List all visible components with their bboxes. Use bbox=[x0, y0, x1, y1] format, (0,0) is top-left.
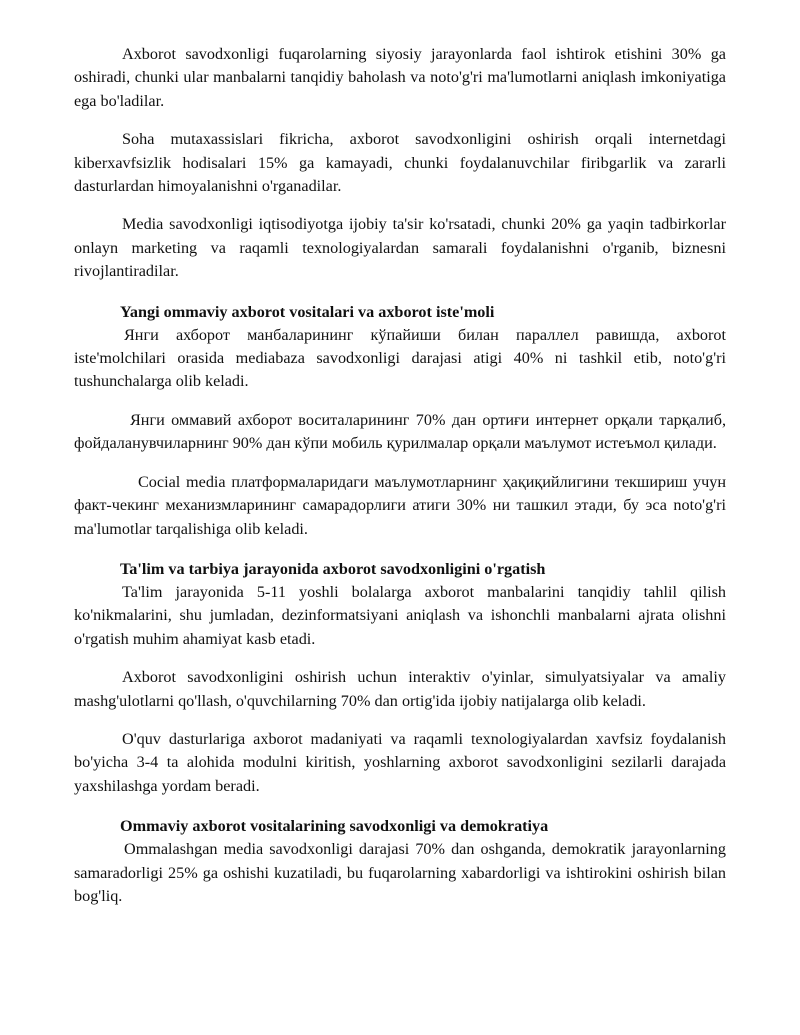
document-page bbox=[74, 43, 726, 923]
section-heading-democracy: Ommaviy axborot vositalarining savodxonligi va demokratiya bbox=[120, 817, 549, 836]
paragraph-economy: Media savodxonligi iqtisodiyotga ijobiy ta'sir ko'rsatadi, chunki 20% ga yaqin tadbirkorlar onlayn marketing va raqamli texnologiyalardan samarali foydalanishni o'rganib, biznesni rivojlantiradilar. bbox=[74, 215, 726, 281]
paragraph-media-literacy-level: Янги ахборот манбаларининг кўпайиши билан параллел равишда, axborot iste'molchilari orasida mediabaza savodxonligi darajasi atigi 40% ni tashkil etib, noto'g'ri tushunchalarga olib keladi. bbox=[74, 325, 726, 391]
paragraph-internet-distribution: Янги оммавий ахборот воситаларининг 70% дан ортиғи интернет орқали тарқалиб, фойдаланувчиларнинг 90% дан кўпи мобиль қурилмалар орқали маълумот истеъмол қилади. bbox=[74, 410, 726, 453]
paragraph-curriculum-modules: O'quv dasturlariga axborot madaniyati va raqamli texnologiyalardan xavfsiz foydalanish bo'yicha 3-4 ta alohida modulni kiritish, yoshlarning axborot savodxonligini sezilarli darajada yaxshilashga yordam beradi. bbox=[74, 729, 726, 795]
paragraph-fact-checking: Cocial media платформаларидаги маълумотларнинг ҳақиқийлигини текшириш учун факт-чекинг механизмларининг самарадорлиги атиги 30% ни ташкил этади, бу эса noto'g'ri ma'lumotlar tarqalishiga olib keladi. bbox=[74, 472, 726, 538]
paragraph-civic-participation: Axborot savodxonligi fuqarolarning siyosiy jarayonlarda faol ishtirok etishini 30% ga oshiradi, chunki ular manbalarni tanqidiy baholash va noto'g'ri ma'lumotlarni aniqlash imkoniyatiga ega bo'ladilar. bbox=[74, 45, 726, 110]
paragraph-cybersecurity: Soha mutaxassislari fikricha, axborot savodxonligini oshirish orqali internetdagi kiberxavfsizlik hodisalari 15% ga kamayadi, chunki foydalanuvchilar firibgarlik va zararli dasturlardan himoyalanishni o'rganadilar. bbox=[74, 130, 726, 196]
paragraph-critical-analysis: Ta'lim jarayonida 5-11 yoshli bolalarga axborot manbalarini tanqidiy tahlil qilish ko'nikmalarini, shu jumladan, dezinformatsiyani aniqlash va ishonchli manbalarni ajrata olishni o'rgatish muhim ahamiyat kasb etadi. bbox=[74, 582, 726, 648]
section-heading-new-media: Yangi ommaviy axborot vositalari va axborot iste'moli bbox=[120, 302, 495, 321]
paragraph-democratic-processes: Ommalashgan media savodxonligi darajasi 70% dan oshganda, demokratik jarayonlarning samaradorligi 25% ga oshishi kuzatiladi, bu fuqarolarning xabardorligi va ishtirokini oshirish bilan bog'liq. bbox=[74, 840, 726, 905]
paragraph-interactive-games: Axborot savodxonligini oshirish uchun interaktiv o'yinlar, simulyatsiyalar va amaliy mashg'ulotlarni qo'llash, o'quvchilarning 70% dan ortig'ida ijobiy natijalarga olib keladi. bbox=[74, 668, 726, 710]
section-heading-education: Ta'lim va tarbiya jarayonida axborot savodxonligini o'rgatish bbox=[120, 559, 546, 578]
